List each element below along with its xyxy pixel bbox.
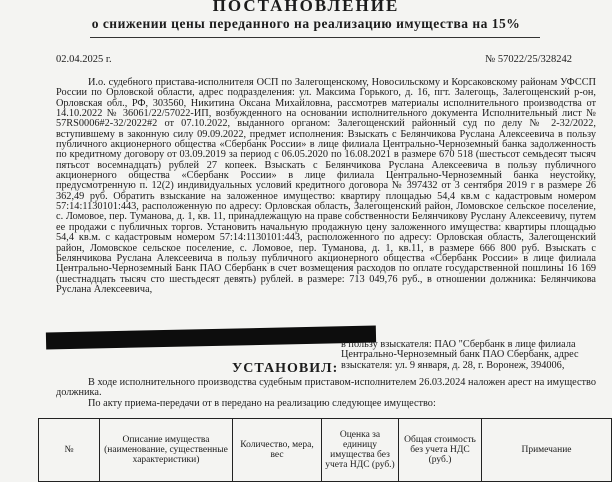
ustanovil-heading: УСТАНОВИЛ:: [232, 361, 339, 376]
col-unit-price: Оценка за единицу имущества без учета НДС (руб.): [322, 419, 399, 482]
transfer-text: По акту приема-передачи от в передано на реализацию следующее имущество:: [88, 397, 436, 409]
main-paragraph-text: И.о. судебного пристава-исполнителя ОСП по Залегощенскому, Новосильскому и Корсаковскому районам УФССП России по Орловской области, адрес подразделения: ул. Максима Горького, д. 16, пгт. Залегощь, Залегощенский р-он, Орловская обл., РФ, 303560, Никитина Оксана Михайловна, рассмотрев материалы исполнительного производства от 14.10.2022 № 36061/22/57022-ИП, возбужденного на основании исполнительного документа Исполнительный лист № 57RS0006#2-32/2022#2 от 07.10.2022, выданного органом: Залегощенский районный суд по делу № 2-32/2022, вступившему в законную силу 09.09.2022, предмет исполнения: Взыскать с Белянчикова Руслана Алексеевича в пользу публичного акционерного общества «Сбербанк России» в лице филиала Центрально-Черноземный банка задолженность по кредитному договору от 03.09.2019 за период с 06.05.2020 по 16.08.2021 в размере 670 518 (шестьсот семьдесят тысяч пятьсот восемнадцать) рублей 27 копеек. Взыскать с Белянчикова Руслана Алексеевича в пользу публичного акционерного общества «Сбербанк России» в лице филиала Центрально-Черноземный банка неустойку, предусмотренную п. 12(2) индивидуальных условий кредитного договора № 397432 от 3 сентября 2019 г в размере 26 362,49 руб. Обратить взыскание на заложенное имущество: квартиру площадью 54,4 кв.м с кадастровым номером 57:14:1130101:443, расположенную по адресу: Орловская область, Залегощенский район, Ломовское сельское поселение, с. Ломовое, пер. Туманова, д. 1, кв. 11, принадлежащую на праве собственности Белянчикову Руслану Алексеевичу, путем ее продажи с публичных торгов. Установить начальную продажную цену заложенного имущества: квартиры площадью 54,4 кв.м. с кадастровым номером 57:14:1130101:443, расположенного по адресу: Орловская область, Залегощенский район, Ломовское сельское поселение, с. Ломовое, пер. Туманова, д. 1, кв.11, в размере 666 800 руб. Взыскать с Белянчикова Руслана Алексеевича в пользу публичного акционерного общества «Сбербанк России» в лице филиала Центрально-Черноземный Банк ПАО Сбербанк в счет возмещения расходов по оплате государственной пошлины 16 169 (шестнадцать тысяч сто шестьдесят девять) рублей. в размере: 713 049,76 руб., в отношении должника: Белянчикова Руслана Алексеевича,: [56, 77, 596, 295]
findings-paragraph: [56, 378, 596, 409]
col-description: Описание имущества (наименование, существенные характеристики): [100, 419, 233, 482]
document-title: ПОСТАНОВЛЕНИЕ: [212, 0, 400, 15]
col-total: Общая стоимость без учета НДС (руб.): [399, 419, 482, 482]
title-rule: [90, 37, 540, 38]
col-number: №: [39, 419, 100, 482]
findings-text: В ходе исполнительного производства судебным приставом-исполнителем 26.03.2024 наложен арест на имущество должника.: [56, 377, 596, 399]
col-quantity: Количество, мера, вес: [233, 419, 322, 482]
claimant-text: в пользу взыскателя: ПАО "Сбербанк в лице филиала Центрально-Черноземный банк ПАО Сбербанк, адрес взыскателя: ул. 9 января, д. 28, г. Воронеж, 394006,: [341, 339, 579, 371]
document-date: 02.04.2025 г.: [56, 54, 112, 65]
main-paragraph: [56, 78, 596, 295]
document-number: № 57022/25/328242: [485, 54, 572, 65]
document-subtitle: о снижении цены переданного на реализацию имущества на 15%: [91, 16, 521, 31]
property-table: [38, 418, 612, 482]
table-header-row: [39, 419, 612, 482]
col-note: Примечание: [482, 419, 612, 482]
